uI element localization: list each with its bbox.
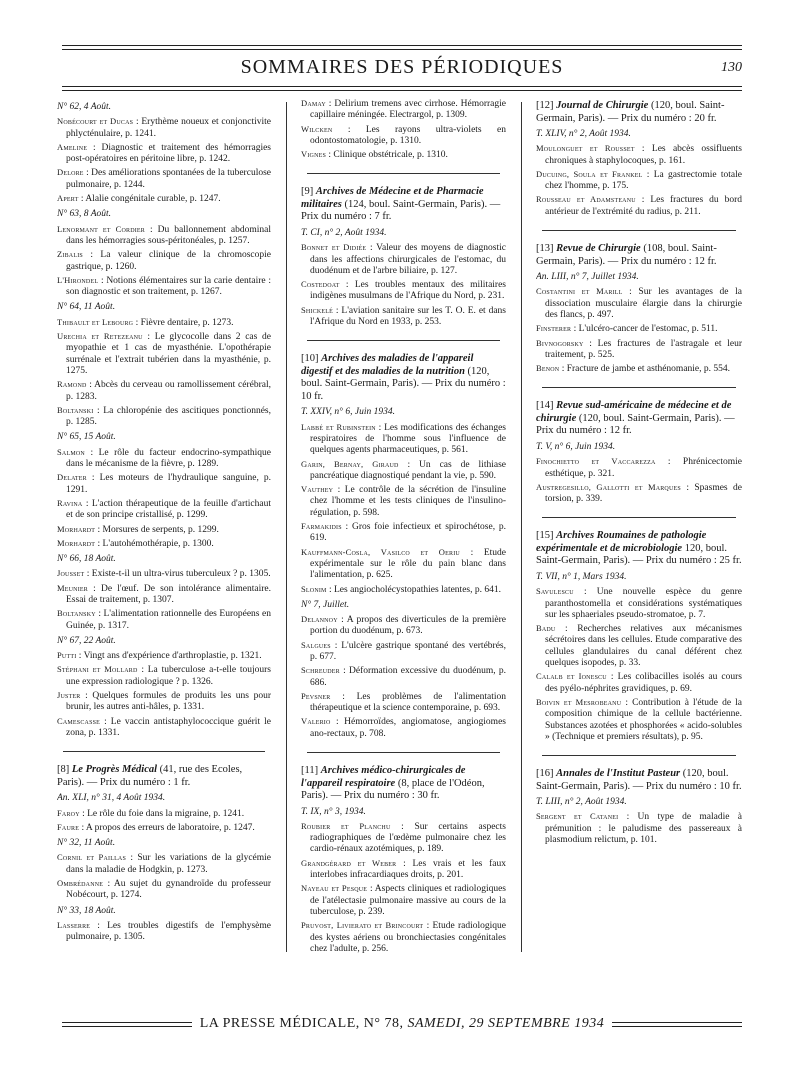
article-entry — [536, 481, 742, 506]
article-title: : Aspects cliniques et radiologiques de l'atélectasie pulmonaire massive au cours de la tuberculose, p. 239. — [310, 884, 506, 917]
article-entry — [57, 664, 271, 688]
article-entry — [57, 650, 271, 662]
section-separator — [307, 340, 500, 341]
article-author: Salgues — [301, 639, 331, 650]
article-author: Jousset — [57, 568, 85, 579]
journal-section-heading — [536, 768, 742, 793]
article-author: Ramond — [57, 379, 87, 390]
article-title: : Le glycocolle dans 2 cas de myopathie et 1 cas de myasthénie. L'opothérapie surrénale et l'extrait tubérien dans la myasthénie, p. 1275. — [66, 332, 271, 376]
article-entry — [57, 715, 271, 740]
header-rule — [62, 90, 742, 91]
article-title: : Un type de maladie à prémunition : le paludisme des passereaux à plasmodium relictum, p. 101. — [545, 812, 742, 845]
article-title: : Sur les avantages de la dissociation musculaire élargie dans la chirurgie des flancs, p. 497. — [545, 287, 742, 320]
section-separator — [542, 230, 736, 231]
article-title: : Les rayons ultra-violets en odontostomatologie, p. 1310. — [310, 124, 506, 146]
article-author: Ameline — [57, 141, 88, 152]
header-rule — [62, 86, 742, 87]
footer-journal: LA PRESSE MÉDICALE, N° 78, — [199, 1016, 404, 1031]
article-title: : A propos des diverticules de la première portion du duodénum, p. 673. — [310, 615, 506, 637]
journal-number: [14] — [536, 400, 557, 412]
article-title: : De l'œuf. De son intolérance alimentaire. Essai de traitement, p. 1307. — [66, 583, 271, 605]
article-entry — [57, 497, 271, 522]
page-title: SOMMAIRES DES PÉRIODIQUES — [240, 56, 564, 78]
issue-heading: N° 62, 4 Août. — [57, 102, 112, 112]
article-entry — [301, 123, 506, 148]
article-author: Faure — [57, 821, 80, 832]
issue-heading: N° 64, 11 Août. — [57, 302, 116, 313]
section-separator — [307, 173, 500, 174]
article-title: : Quelques formules de produits les uns pour brunir, les autres anti-hâles, p. 1331. — [66, 691, 271, 713]
journal-number: [10] — [301, 353, 322, 365]
issue-heading: An. XLI, n° 31, 4 Août 1934. — [57, 793, 166, 804]
article-title: : Etude expérimentale sur le rôle du pain blanc dans l'alimentation, p. 625. — [310, 547, 506, 581]
article-title: : Les moteurs de l'hydraulique sanguine, p. 1291. — [66, 473, 271, 495]
article-entry — [57, 274, 271, 299]
article-author: Labbé et Rubinstein — [301, 421, 376, 432]
article-author: Moulonguet et Rousset — [536, 143, 635, 154]
article-entry — [301, 614, 506, 638]
article-title: : Sur les variations de la glycémie dans la maladie de Hodgkin, p. 1273. — [66, 853, 271, 875]
article-title: : Des améliorations spontanées de la tuberculose pulmonaire, p. 1244. — [66, 168, 271, 190]
article-entry — [57, 568, 271, 580]
issue-heading: N° 65, 15 Août. — [57, 432, 116, 443]
issue-heading: N° 66, 18 Août. — [57, 554, 116, 565]
article-author: Morhardt — [57, 537, 96, 548]
article-entry — [536, 168, 742, 193]
article-entry — [301, 639, 506, 664]
journal-number: [9] — [301, 186, 316, 198]
article-author: Costantini et Marill — [536, 286, 623, 297]
article-title: : Les angiocholécystopathies latentes, p. 641. — [326, 584, 501, 595]
article-title: : L'alimentation rationnelle des Européens en Guinée, p. 1317. — [66, 609, 271, 631]
issue-heading: T. VII, n° 1, Mars 1934. — [536, 571, 627, 582]
article-title: : A propos des erreurs de laboratoire, p. 1247. — [79, 822, 255, 833]
section-separator — [63, 751, 265, 752]
article-entry — [301, 98, 506, 122]
article-title: : Déformation excessive du duodénum, p. 686. — [310, 666, 506, 688]
article-author: Sergent et Catanei — [536, 811, 619, 822]
article-entry — [57, 878, 271, 902]
article-entry — [536, 194, 742, 218]
issue-heading: N° 33, 18 Août. — [57, 905, 116, 916]
journal-number: [12] — [536, 100, 557, 111]
article-author: Faroy — [57, 807, 80, 818]
article-author: Garin, Bernay, Giraud — [301, 458, 399, 469]
article-author: Savulescu — [536, 586, 574, 597]
journal-details: (41, rue des Ecoles, Paris). — Prix du numéro : 1 fr. — [57, 764, 243, 788]
article-title: : Etude radiologique des kystes aériens ou bronchiectasies congénitales chez l'adulte, p. 256. — [310, 921, 506, 954]
article-title: : Les modifications des échanges respiratoires de l'homme sous l'influence de quelques agents pharmaceutiques, p. 561. — [310, 422, 506, 456]
article-author: Damay — [301, 98, 326, 108]
article-entry — [301, 279, 506, 303]
article-title: : L'ulcéro-cancer de l'estomac, p. 511. — [571, 324, 718, 335]
journal-number: [11] — [301, 765, 321, 777]
journal-section-heading — [301, 186, 506, 224]
issue-heading: T. V, n° 6, Juin 1934. — [536, 441, 616, 452]
article-author: Delater — [57, 472, 87, 483]
article-title: : L'autohémothérapie, p. 1300. — [95, 538, 214, 549]
article-author: Putti — [57, 650, 77, 661]
section-separator — [307, 752, 500, 753]
article-author: Camescasse — [57, 715, 101, 726]
article-title: : Contribution à l'étude de la composition chimique de la cellule bactérienne. Substances azotées et phosphorées « acido-solubles » (Technique et premiers résultats), p. 95. — [545, 697, 742, 742]
article-title: : Notions élémentaires sur la carie dentaire : son diagnostic et son traitement, p. 1267. — [66, 275, 271, 298]
journal-details: (8, place de l'Odéon, Paris). — Prix du numéro : 30 fr. — [301, 777, 485, 802]
article-author: Morhardt — [57, 523, 96, 534]
section-separator — [542, 517, 736, 518]
article-title: : Fièvre dentaire, p. 1273. — [133, 317, 234, 328]
issue-heading: T. CI, n° 2, Août 1934. — [301, 227, 387, 238]
journal-section-heading — [301, 353, 506, 403]
article-title: : Les problèmes de l'alimentation thérapeutique et la science contemporaine, p. 693. — [310, 691, 506, 714]
article-entry — [57, 404, 271, 429]
article-title: : Le rôle du foie dans la migraine, p. 1241. — [79, 808, 245, 819]
article-author: Vignes — [301, 149, 327, 160]
article-author: Schreuder — [301, 665, 340, 676]
article-entry — [57, 582, 271, 607]
issue-heading: N° 63, 8 Août. — [57, 209, 112, 220]
article-author: Vauthey — [301, 484, 334, 495]
journal-section-heading — [536, 100, 742, 125]
article-entry — [536, 586, 742, 621]
article-entry — [536, 323, 742, 335]
article-title: : Une nouvelle espèce du genre paranthostomella et considérations systématiques sur les sphaeriales pseudo-stromatoe, p. 7. — [545, 587, 742, 620]
article-author: Finochietto et Vaccarezza — [536, 456, 656, 467]
article-entry — [301, 820, 506, 856]
article-entry — [301, 665, 506, 689]
journal-details: (120, boul. Saint-Germain, Paris). — Prix du numéro : 10 fr. — [301, 365, 506, 402]
article-author: Badu — [536, 623, 556, 634]
article-author: Shickelé — [301, 304, 333, 315]
article-title: : Du ballonnement abdominal dans les hémorragies sous-péritonéales, p. 1257. — [66, 224, 271, 246]
article-title: : Alalie congénitale curable, p. 1247. — [78, 194, 221, 205]
article-entry — [57, 807, 271, 820]
page-number: 130 — [721, 60, 742, 75]
journal-name: Le Progrès Médical — [71, 764, 158, 776]
article-author: Costedoat — [301, 279, 340, 290]
journal-name: Revue de Chirurgie — [556, 243, 641, 255]
article-title: : Les fractures de l'astragale et leur traitement, p. 525. — [545, 338, 742, 360]
article-entry — [301, 149, 506, 161]
article-title: : Abcès du cerveau ou ramollissement cérébral, p. 1283. — [66, 380, 271, 402]
article-title: : Les troubles digestifs de l'emphysème pulmonaire, p. 1305. — [66, 920, 271, 942]
issue-heading: T. IX, n° 3, 1934. — [301, 806, 366, 817]
article-entry — [57, 331, 271, 377]
issue-heading: T. XLIV, n° 2, Août 1934. — [536, 129, 631, 139]
journal-name: Revue sud-américaine de médecine et de chirurgie — [536, 400, 732, 424]
article-title: : La valeur clinique de la chromoscopie gastrique, p. 1260. — [66, 250, 271, 272]
section-separator — [542, 387, 736, 388]
journal-name: Annales de l'Institut Pasteur — [556, 768, 681, 780]
article-title: : Les colibacilles isolés au cours des pyélo-néphrites gravidiques, p. 69. — [545, 672, 742, 694]
article-entry — [536, 671, 742, 695]
article-entry — [301, 458, 506, 483]
journal-details: 120, boul. Saint-Germain, Paris). — Prix du numéro : 25 fr. — [536, 542, 742, 567]
journal-number: [13] — [536, 243, 557, 255]
article-entry — [57, 690, 271, 714]
article-entry — [57, 608, 271, 632]
article-author: Benon — [536, 363, 560, 374]
article-entry — [57, 472, 271, 496]
article-author: Delore — [57, 167, 84, 178]
column-divider — [286, 102, 287, 952]
article-author: Thibault et Lebourg — [57, 316, 134, 327]
article-author: L'Hirondel — [57, 274, 99, 285]
article-author: Cornil et Paillas — [57, 852, 127, 863]
article-entry — [301, 546, 506, 582]
article-entry — [301, 484, 506, 519]
article-entry — [536, 696, 742, 743]
article-author: Valerio — [301, 716, 331, 727]
issue-heading: T. XXIV, n° 6, Juin 1934. — [301, 407, 395, 418]
article-entry — [57, 919, 271, 942]
article-title: : Spasmes de torsion, p. 339. — [545, 482, 742, 505]
article-entry — [536, 456, 742, 480]
page-header — [62, 56, 742, 84]
article-author: Lenormant et Cordier — [57, 223, 145, 234]
journal-details: (120, boul. Saint-Germain, Paris). — Prix du numéro : 12 fr. — [536, 412, 735, 437]
article-author: Pevsner — [301, 690, 331, 701]
article-author: Kauffmann-Cosla, Vasilco et Oeriu — [301, 546, 460, 557]
journal-details: (108, boul. Saint-Germain, Paris). — Prix du numéro : 12 fr. — [536, 243, 717, 267]
article-entry — [536, 143, 742, 167]
article-author: Bivnogorsky — [536, 337, 584, 348]
article-entry — [301, 690, 506, 715]
article-entry — [57, 379, 271, 403]
article-entry — [536, 811, 742, 846]
article-entry — [57, 852, 271, 876]
issue-heading: N° 67, 22 Août. — [57, 635, 116, 646]
journal-name: Archives médico-chirurgicales de l'appareil respiratoire — [301, 765, 466, 789]
journal-name: Archives des maladies de l'appareil digestif et des maladies de la nutrition — [301, 353, 474, 377]
journal-number: [16] — [536, 768, 557, 780]
article-title: : La chloropénie des ascitiques ponctionnés, p. 1285. — [66, 405, 271, 428]
article-entry — [301, 583, 506, 596]
article-entry — [57, 167, 271, 191]
article-title: : L'ulcère gastrique spontané des vertébrés, p. 677. — [310, 640, 506, 662]
journal-name: Archives Roumaines de pathologie expérimentale et de microbiologie — [536, 530, 707, 554]
article-author: Austregesillo, Gallotti et Marques — [536, 481, 681, 492]
article-entry — [301, 920, 506, 955]
article-title: : Les troubles mentaux des militaires indigènes musulmans de l'Afrique du Nord, p. 231. — [310, 280, 506, 302]
article-author: Juster — [57, 690, 81, 701]
column-2 — [301, 98, 506, 958]
article-title: : Vingt ans d'expérience d'arthroplastie, p. 1321. — [76, 651, 262, 662]
top-rule — [62, 49, 742, 50]
article-title: : Morsures de serpents, p. 1299. — [95, 524, 219, 535]
article-author: Stéphani et Mollard — [57, 664, 138, 675]
journal-number: [15] — [536, 530, 557, 542]
journal-details: (120, boul. Saint-Germain, Paris). — Prix du numéro : 10 fr. — [536, 768, 742, 792]
article-author: Nayeau et Pesque — [301, 883, 368, 894]
article-title: : Un cas de lithiase pancréatique diagnostiqué pendant la vie, p. 590. — [310, 459, 506, 481]
column-3 — [536, 98, 742, 958]
journal-name: Journal de Chirurgie — [556, 100, 649, 111]
article-title: : Au sujet du gynandroïde du professeur Nobécourt, p. 1274. — [66, 879, 271, 901]
article-author: Zibalis — [57, 249, 83, 260]
article-title: : Les abcès ossifluents chroniques à staphylocoques, p. 161. — [545, 144, 742, 166]
article-entry — [57, 523, 271, 536]
issue-heading: An. LIII, n° 7, Juillet 1934. — [536, 272, 639, 283]
article-entry — [536, 623, 742, 669]
journal-number: [8] — [57, 764, 72, 776]
article-entry — [57, 537, 271, 550]
article-title: : L'aviation sanitaire sur les T. O. E. et dans l'Afrique du Nord en 1933, p. 253. — [310, 305, 506, 328]
column-1 — [57, 98, 271, 942]
article-entry — [57, 193, 271, 205]
journal-details: (120, boul. Saint-Germain, Paris). — Prix du numéro : 20 fr. — [536, 100, 725, 124]
article-entry — [57, 249, 271, 273]
article-entry — [301, 857, 506, 882]
journal-details: (124, boul. Saint-Germain, Paris). — Prix du numéro : 7 fr. — [301, 198, 501, 223]
article-author: Pruvost, Livierato et Brincourt — [301, 920, 424, 931]
journal-name: Archives de Médecine et de Pharmacie militaires — [301, 186, 484, 210]
article-title: : Clinique obstétricale, p. 1310. — [326, 150, 448, 161]
journal-section-heading — [536, 400, 742, 438]
section-separator — [542, 755, 736, 756]
article-title: : La gastrectomie totale chez l'homme, p. 175. — [545, 169, 742, 192]
issue-heading: N° 32, 11 Août. — [57, 838, 116, 849]
article-entry — [57, 446, 271, 471]
article-title: : Recherches relatives aux mécanismes sécrétoires dans les cellules. Etude comparative des cellules glandulaires du canal déférent chez quelques isopodes, p. 33. — [545, 624, 742, 669]
issue-heading: T. LIII, n° 2, Août 1934. — [536, 797, 627, 808]
article-author: Salmon — [57, 446, 85, 457]
issue-heading: N° 7, Juillet. — [301, 599, 350, 610]
article-author: Ombrédanne — [57, 878, 104, 889]
article-title: : Phrénicectomie esthétique, p. 321. — [545, 457, 742, 479]
article-author: Boltanski — [57, 404, 94, 415]
column-divider — [521, 102, 522, 952]
article-title: : Hémorroïdes, angiomatose, angiogiomes ano-rectaux, p. 708. — [310, 717, 506, 739]
article-title: : Fracture de jambe et asthénomanie, p. 554. — [559, 364, 731, 375]
article-author: Nobécourt et Ducas — [57, 116, 134, 127]
article-author: Lasserre — [57, 919, 91, 930]
article-author: Ravina — [57, 497, 83, 508]
article-entry — [301, 242, 506, 277]
article-entry — [536, 286, 742, 321]
journal-section-heading — [301, 765, 506, 803]
article-title: : L'action thérapeutique de la feuille d'artichaut et de son principe cristallisé, p. 1299. — [66, 498, 271, 521]
journal-section-heading — [536, 530, 742, 568]
article-entry — [536, 337, 742, 362]
article-entry — [301, 521, 506, 545]
article-title: : Erythème noueux et conjonctivite phlycténulaire, p. 1241. — [66, 117, 271, 139]
article-entry — [301, 421, 506, 457]
article-title: : Valeur des moyens de diagnostic dans les affections chirurgicales de l'estomac, du duodénum et de l'arbre biliaire, p. 127. — [310, 243, 506, 276]
article-author: Boivin et Mesrobeanu — [536, 696, 622, 707]
article-title: : Le vaccin antistaphylococcique guérit le zona, p. 1331. — [66, 716, 271, 738]
article-entry — [57, 141, 271, 166]
article-author: Wilcken — [301, 123, 333, 134]
article-entry — [301, 883, 506, 918]
article-author: Meunier — [57, 582, 88, 593]
top-rule — [62, 45, 742, 46]
article-author: Roubier et Planchu — [301, 820, 391, 831]
article-author: Urechia et Retezeanu — [57, 331, 143, 342]
article-title: : Le contrôle de la sécrétion de l'insuline chez l'homme et les tests cliniques de l'insulino-régulation, p. 598. — [310, 485, 506, 518]
article-author: Farmakidis — [301, 521, 342, 532]
article-author: Grandgérard et Weber — [301, 857, 397, 868]
article-entry — [57, 821, 271, 834]
article-author: Boltansky — [57, 608, 96, 619]
page-footer — [62, 1016, 742, 1032]
article-author: Slonim — [301, 583, 327, 594]
article-title: : Gros foie infectieux et spirochétose, p. 619. — [310, 522, 506, 544]
journal-section-heading — [536, 243, 742, 268]
article-author: Delannoy — [301, 614, 338, 625]
article-title: : Les vrais et les faux interlobes infracardiaques droits, p. 201. — [310, 858, 506, 881]
article-author: Apert — [57, 193, 79, 204]
article-author: Finsterer — [536, 323, 572, 334]
article-title: : Existe-t-il un ultra-virus tuberculeux ? p. 1305. — [84, 569, 271, 580]
article-title: : La tuberculose a-t-elle toujours une expression radiologique ? p. 1326. — [66, 665, 271, 687]
article-author: Rousseau et Adamsteanu — [536, 194, 636, 205]
article-entry — [57, 223, 271, 248]
article-entry — [57, 316, 271, 329]
article-entry — [536, 363, 742, 375]
article-author: Bonnet et Didiée — [301, 242, 367, 253]
journal-section-heading — [57, 764, 271, 789]
article-title: : Delirium tremens avec cirrhose. Hémorragie capillaire méningée. Electrargol, p. 1309. — [310, 99, 506, 121]
article-title: : Diagnostic et traitement des hémorragies post-opératoires en péritoine libre, p. 1242. — [66, 142, 271, 165]
article-author: Calalb et Ionescu — [536, 671, 607, 682]
footer-date: SAMEDI, 29 SEPTEMBRE 1934 — [407, 1016, 605, 1031]
article-entry — [301, 716, 506, 740]
article-entry — [301, 304, 506, 329]
article-title: : Sur certains aspects radiographiques de l'œdème pulmonaire chez les cardio-rénaux azotémiques, p. 189. — [310, 821, 506, 855]
article-author: Ducuing, Soula et Frankel — [536, 168, 643, 179]
article-entry — [57, 116, 271, 140]
article-title: : Les fractures du bord antérieur de l'extrémité du radius, p. 211. — [545, 195, 742, 217]
article-title: : Le rôle du facteur endocrino-sympathique dans le mécanisme de la fièvre, p. 1289. — [66, 447, 271, 470]
